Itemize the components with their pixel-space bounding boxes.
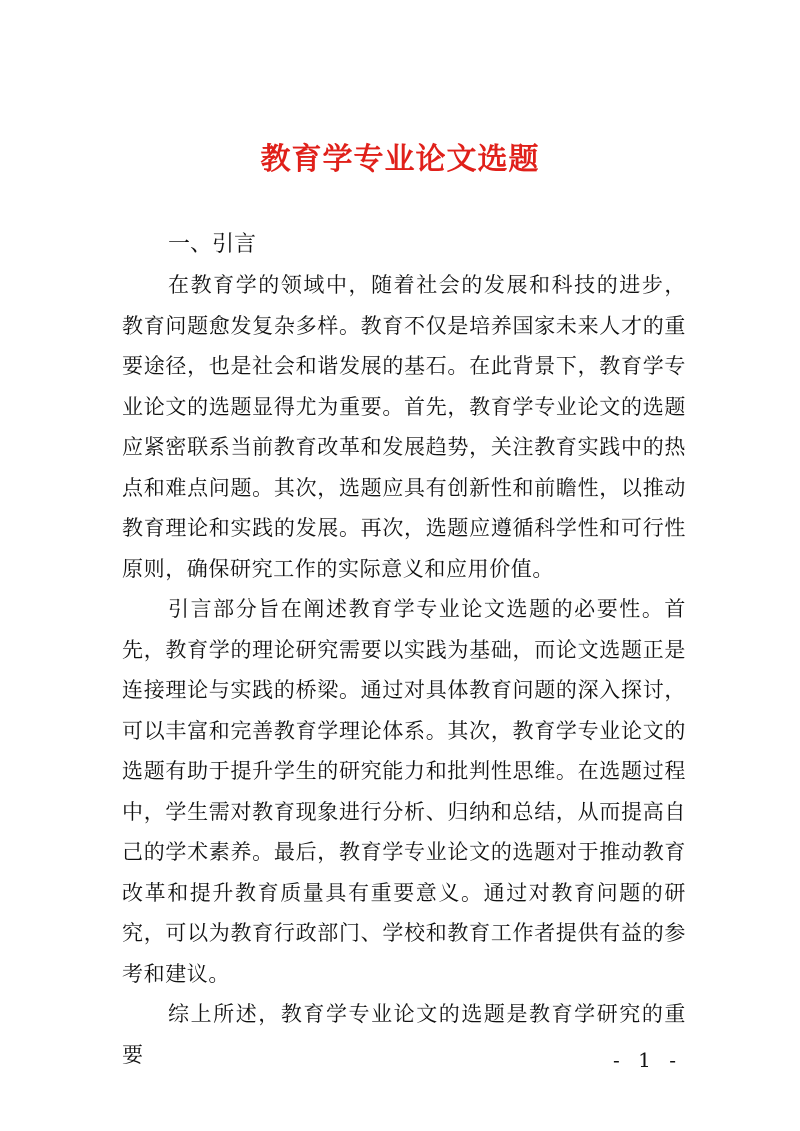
paragraph: 综上所述，教育学专业论文的选题是教育学研究的重要 (122, 1002, 686, 1067)
document-title: 教育学专业论文选题 (260, 142, 540, 177)
document-body (122, 225, 686, 1075)
page-number: - 1 - (613, 1048, 682, 1072)
paragraph: 在教育学的领域中，随着社会的发展和科技的进步，教育问题愈发复杂多样。教育不仅是培养国家未来人才的重要途径，也是社会和谐发展的基石。在此背景下，教育学专业论文的选题显得尤为重要。首先，教育学专业论文的选题应紧密联系当前教育改革和发展趋势，关注教育实践中的热点和难点问题。其次，选题应具有创新性和前瞻性，以推动教育理论和实践的发展。再次，选题应遵循科学性和可行性原则，确保研究工作的实际意义和应用价值。 (122, 273, 686, 581)
section-heading: 一、引言 (168, 232, 257, 257)
paragraph: 引言部分旨在阐述教育学专业论文选题的必要性。首先，教育学的理论研究需要以实践为基础，而论文选题正是连接理论与实践的桥梁。通过对具体教育问题的深入探讨，可以丰富和完善教育学理论体系。其次，教育学专业论文的选题有助于提升学生的研究能力和批判性思维。在选题过程中，学生需对教育现象进行分析、归纳和总结，从而提高自己的学术素养。最后，教育学专业论文的选题对于推动教育改革和提升教育质量具有重要意义。通过对教育问题的研究，可以为教育行政部门、学校和教育工作者提供有益的参考和建议。 (122, 597, 686, 986)
